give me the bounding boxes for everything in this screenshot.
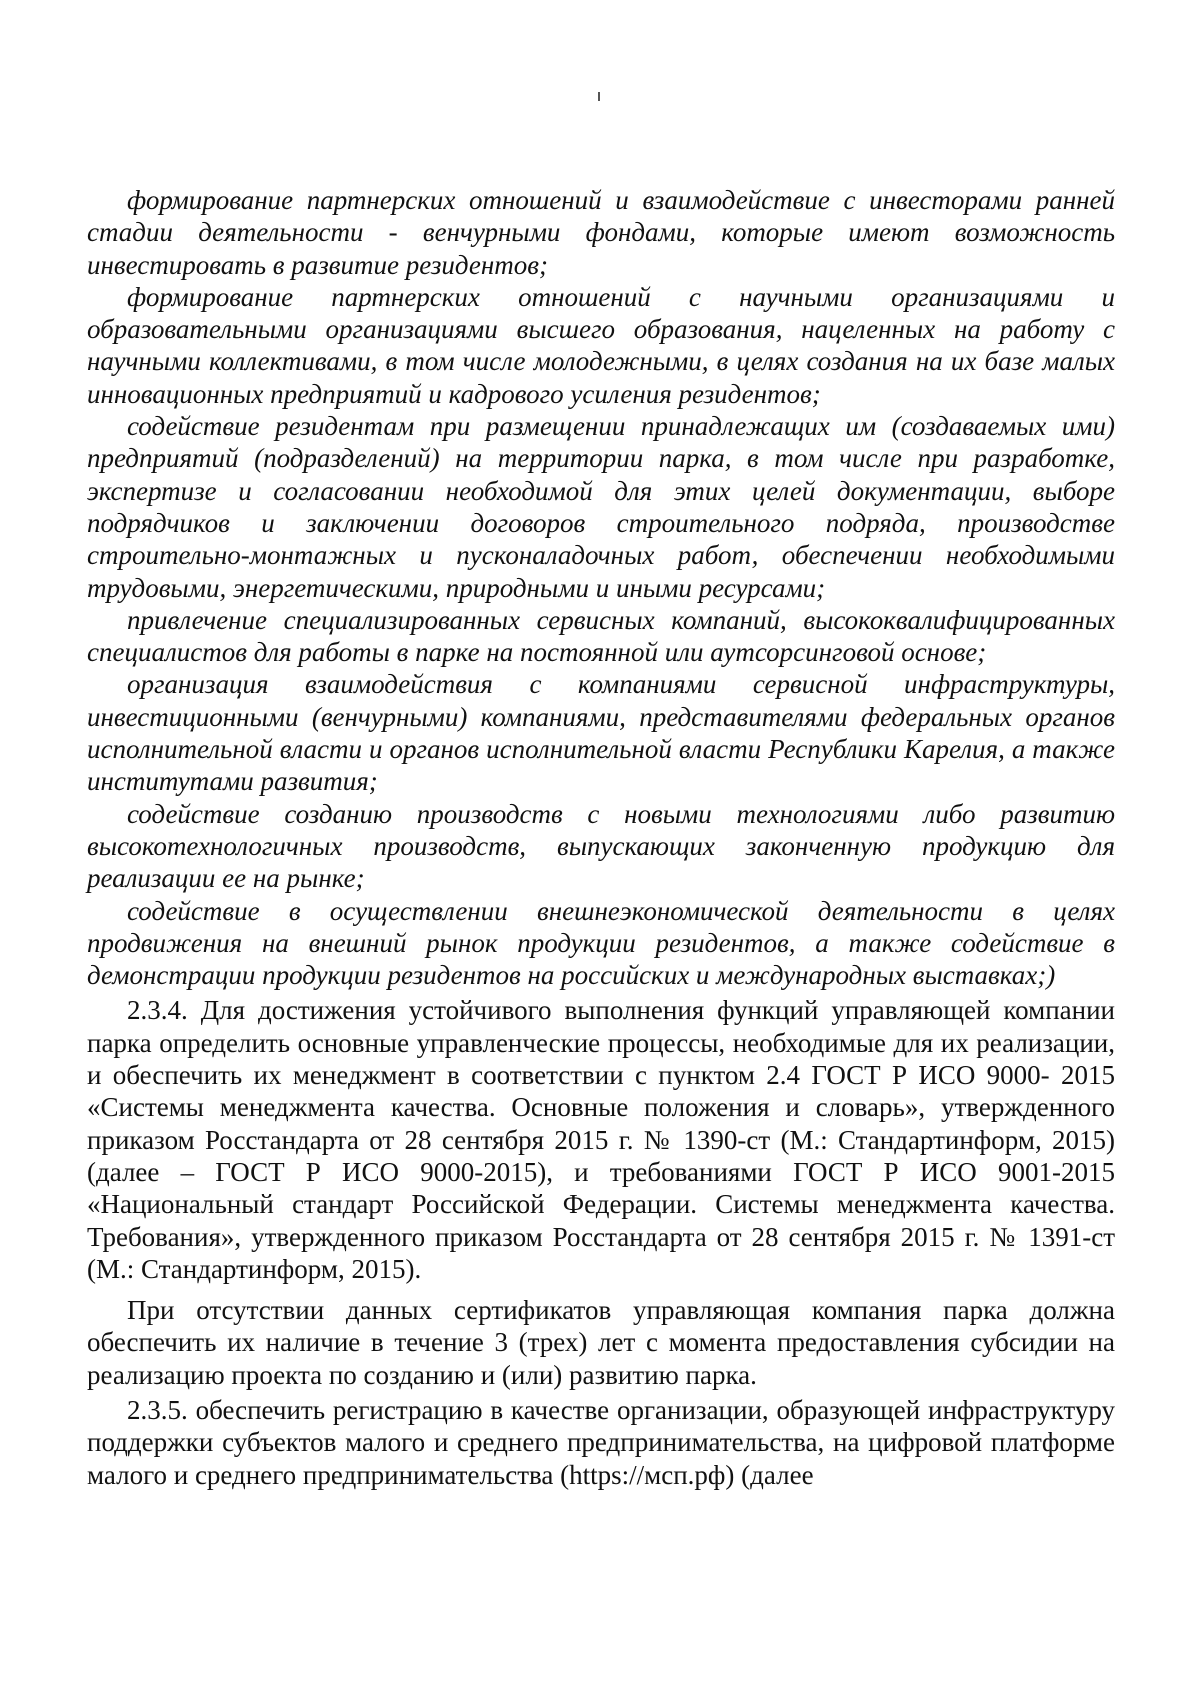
list-item: содействие в осуществлении внешнеэкономической деятельности в целях продвижения на внешний рынок продукции резидентов, а также содействие в демонстрации продукции резидентов на российских и международных выставках;) [87,895,1115,991]
paragraph-2-3-4: 2.3.4. Для достижения устойчивого выполнения функций управляющей компании парка определить основные управленческие процессы, необходимые для их реализации, и обеспечить их менеджмент в соответствии с пунктом 2.4 ГОСТ Р ИСО 9000- 2015 «Системы менеджмента качества. Основные положения и словарь», утвержденного приказом Росстандарта от 28 сентября 2015 г. № 1390-ст (М.: Стандартинформ, 2015) (далее – ГОСТ Р ИСО 9000-2015), и требованиями ГОСТ Р ИСО 9001-2015 «Национальный стандарт Российской Федерации. Системы менеджмента качества. Требования», утвержденного приказом Росстандарта от 28 сентября 2015 г. № 1391-ст (М.: Стандартинформ, 2015). [87,995,1115,1284]
list-item: содействие резидентам при размещении принадлежащих им (создаваемых ими) предприятий (подразделений) на территории парка, в том числе при разработке, экспертизе и согласовании необходимой для этих целей документации, выборе подрядчиков и заключении договоров строительного подряда, производстве строительно-монтажных и пусконаладочных работ, обеспечении необходимыми трудовыми, энергетическими, природными и иными ресурсами; [87,411,1115,603]
page-mark [598,92,600,101]
paragraph-2-3-5: 2.3.5. обеспечить регистрацию в качестве организации, образующей инфраструктуру поддержки субъектов малого и среднего предпринимательства, на цифровой платформе малого и среднего предпринимательства (https://мсп.рф) (далее [87,1394,1115,1490]
document-body [87,184,1115,1491]
list-item: привлечение специализированных сервисных компаний, высококвалифицированных специалистов для работы в парке на постоянной или аутсорсинговой основе; [87,604,1115,668]
paragraph-certificates: При отсутствии данных сертификатов управляющая компания парка должна обеспечить их наличие в течение 3 (трех) лет с момента предоставления субсидии на реализацию проекта по созданию и (или) развитию парка. [87,1295,1115,1390]
list-item: организация взаимодействия с компаниями сервисной инфраструктуры, инвестиционными (венчурными) компаниями, представителями федеральных органов исполнительной власти и органов исполнительной власти Республики Карелия, а также институтами развития; [87,669,1115,797]
list-item: формирование партнерских отношений и взаимодействие с инвесторами ранней стадии деятельности - венчурными фондами, которые имеют возможность инвестировать в развитие резидентов; [87,185,1115,280]
list-item: содействие созданию производств с новыми технологиями либо развитию высокотехнологичных производств, выпускающих законченную продукцию для реализации ее на рынке; [87,798,1115,894]
list-item: формирование партнерских отношений с научными организациями и образовательными организациями высшего образования, нацеленных на работу с научными коллективами, в том числе молодежными, в целях создания на их базе малых инновационных предприятий и кадрового усиления резидентов; [87,281,1115,409]
